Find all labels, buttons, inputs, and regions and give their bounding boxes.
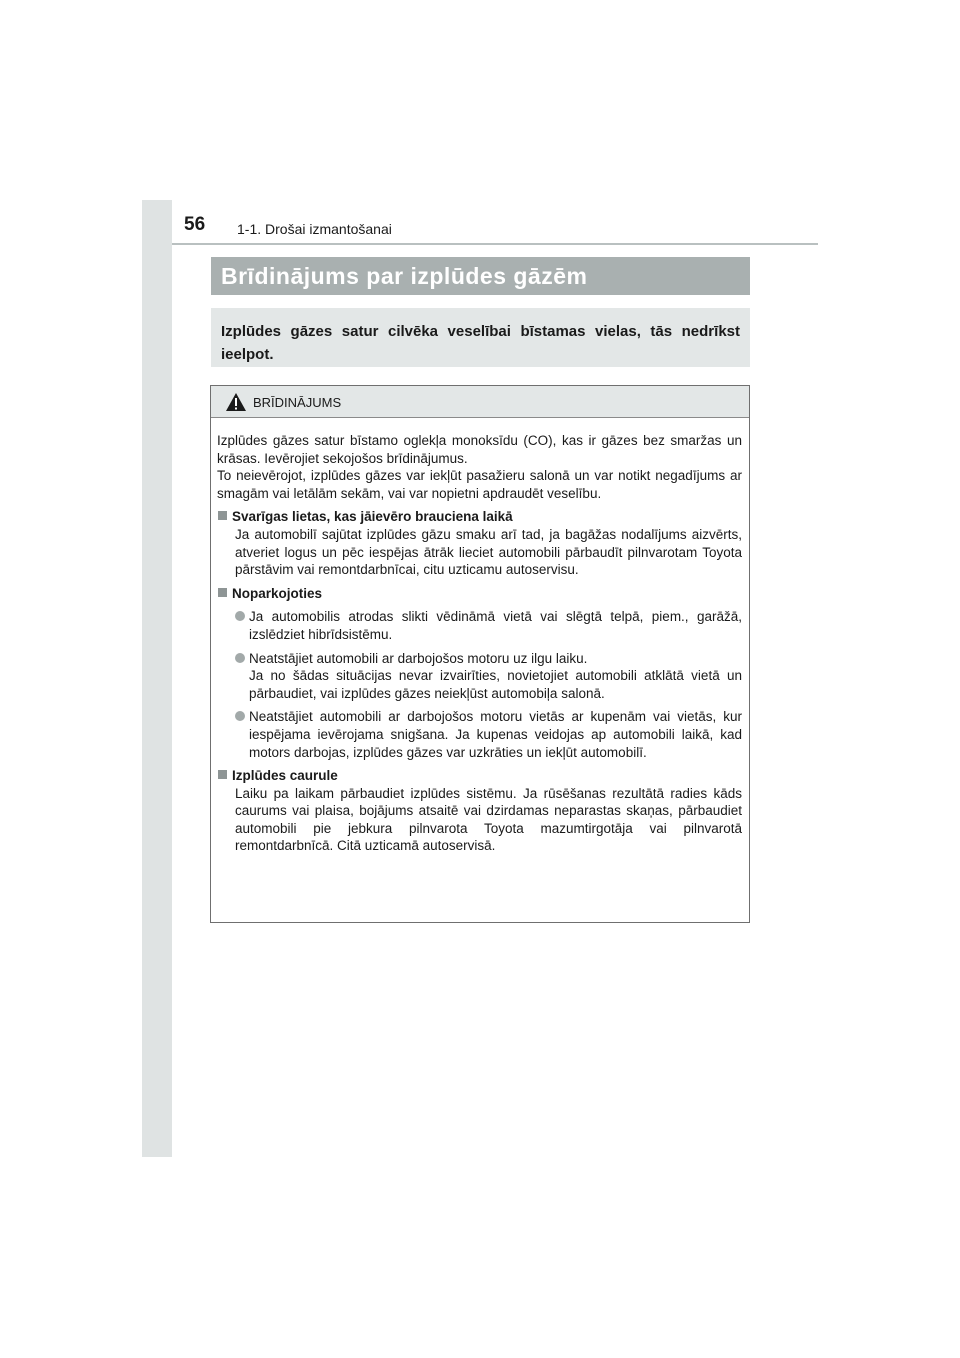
warning-paragraph: Izplūdes gāzes satur bīstamo oglekļa monoksīdu (CO), kas ir gāzes bez smaržas un krāsas. Ievērojiet sekojošos brīdinājumus. (217, 433, 742, 466)
header-rule (172, 243, 818, 245)
page-number: 56 (184, 214, 206, 235)
side-margin-strip (142, 200, 172, 1157)
warning-label: BRĪDINĀJUMS (253, 395, 342, 410)
subsection-heading-text: Noparkojoties (232, 585, 323, 601)
subsection-heading-text: Svarīgas lietas, kas jāievēro brauciena laikā (232, 509, 513, 525)
subsection-heading (217, 508, 742, 526)
top-margin-strip (142, 200, 172, 243)
warning-box (210, 385, 750, 923)
chapter-title: 1-1. Drošai izmantošanai (237, 221, 392, 237)
section-title: Brīdinājums par izplūdes gāzēm (211, 257, 750, 295)
list-item-text: Ja automobilis atrodas slikti vēdināmā vietā vai slēgtā telpā, piem., garāžā, izslēdziet hibrīdsistēmu. (249, 609, 742, 642)
list-item (217, 608, 742, 643)
circle-bullet-icon (235, 711, 245, 721)
subsection-heading (217, 585, 742, 603)
warning-paragraph: To neievērojot, izplūdes gāzes var iekļūt pasažieru salonā un var notikt negadījums ar smagām vai letālām sekām, vai var nopietni apdraudēt veselību. (217, 468, 742, 501)
subsection-text: Ja automobilī sajūtat izplūdes gāzu smaku arī tad, ja bagāžas nodalījums aizvērts, atveriet logus un pēc iespējas ātrāk lieciet automobili pārbaudīt pilnvarotam Toyota pārstāvim vai remontdarbnīcai, citu uzticamu autoservisu. (235, 526, 742, 578)
list-item (217, 708, 742, 761)
circle-bullet-icon (235, 653, 245, 663)
subsection-text: Laiku pa laikam pārbaudiet izplūdes sistēmu. Ja rūsēšanas rezultātā radies kāds caurums vai plaisa, bojājums atsaitē vai dzirdamas neparastas skaņas, pārbaudiet automobili pie jebkura pilnvarota Toyota mazumtirgotāja vai pilnvarotā remontdarbnīcā. Citā uzticamā autoservisā. (235, 785, 742, 854)
list-item-continuation: Ja no šādas situācijas nevar izvairīties, novietojiet automobili atklātā vietā un pārbaudiet, vai izplūdes gāzes neiekļūst automobiļa salonā. (249, 668, 742, 701)
list-item-line: Neatstājiet automobili ar darbojošos motoru uz ilgu laiku. (249, 650, 588, 666)
intro-box (211, 308, 750, 367)
circle-bullet-icon (235, 611, 245, 621)
warning-body (211, 418, 749, 855)
subsection-heading-text: Izplūdes caurule (232, 768, 338, 784)
warning-triangle-icon (225, 392, 247, 412)
intro-text: Izplūdes gāzes satur cilvēka veselībai bīstamas vielas, tās nedrīkst ieelpot. (221, 323, 740, 363)
subsection-heading (217, 767, 742, 785)
warning-header (211, 386, 749, 418)
list-item (217, 650, 742, 703)
list-item-text: Neatstājiet automobili ar darbojošos motoru vietās ar kupenām vai vietās, kur iespējama ievērojama snigšana. Ja kupenas veidojas ap automobili laikā, kad motors darbojas, izplūdes gāzes var uzkrāties un iekļūt automobilī. (249, 709, 742, 760)
square-bullet-icon (218, 511, 227, 520)
list-item-text (249, 650, 742, 703)
square-bullet-icon (218, 770, 227, 779)
square-bullet-icon (218, 588, 227, 597)
